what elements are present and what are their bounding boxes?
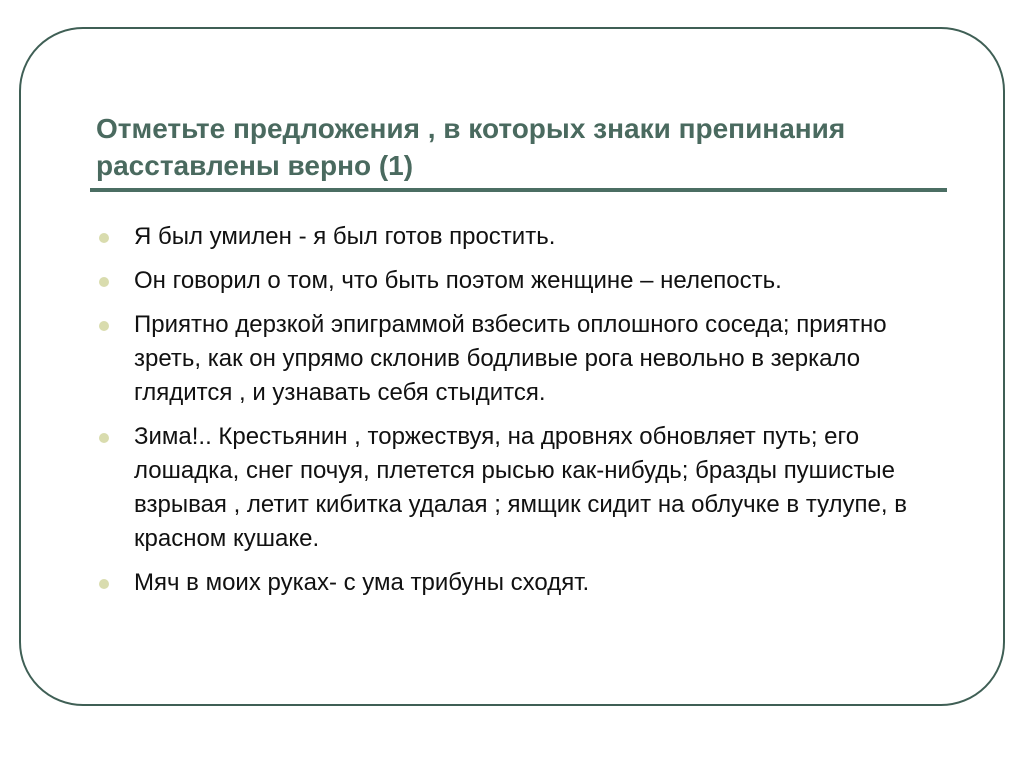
bullet-item [96,566,956,600]
slide-title: Отметьте предложения , в которых знаки препинания расставлены верно (1) [96,113,846,181]
bullet-item [96,264,956,298]
bullet-list [96,220,956,610]
bullet-item [96,308,956,410]
bullet-text: Приятно дерзкой эпиграммой взбесить оплошного соседа; приятно зреть, как он упрямо склонив бодливые рога невольно в зеркало глядится , и узнавать себя стыдится. [134,311,887,406]
bullet-item [96,420,956,556]
bullet-text: Я был умилен - я был готов простить. [134,223,556,250]
bullet-text: Зима!.. Крестьянин , торжествуя, на дровнях обновляет путь; его лошадка, снег почуя, плетется рысью как-нибудь; бразды пушистые взрывая , летит кибитка удалая ; ямщик сидит на облучке в тулупе, в красном кушаке. [134,423,907,552]
bullet-dot-icon [99,277,109,287]
bullet-item [96,220,956,254]
bullet-text: Мяч в моих руках- с ума трибуны сходят. [134,569,590,596]
bullet-dot-icon [99,233,109,243]
bullet-dot-icon [99,579,109,589]
title-underline [90,188,947,192]
bullet-dot-icon [99,321,109,331]
bullet-dot-icon [99,433,109,443]
bullet-text: Он говорил о том, что быть поэтом женщине – нелепость. [134,267,782,294]
